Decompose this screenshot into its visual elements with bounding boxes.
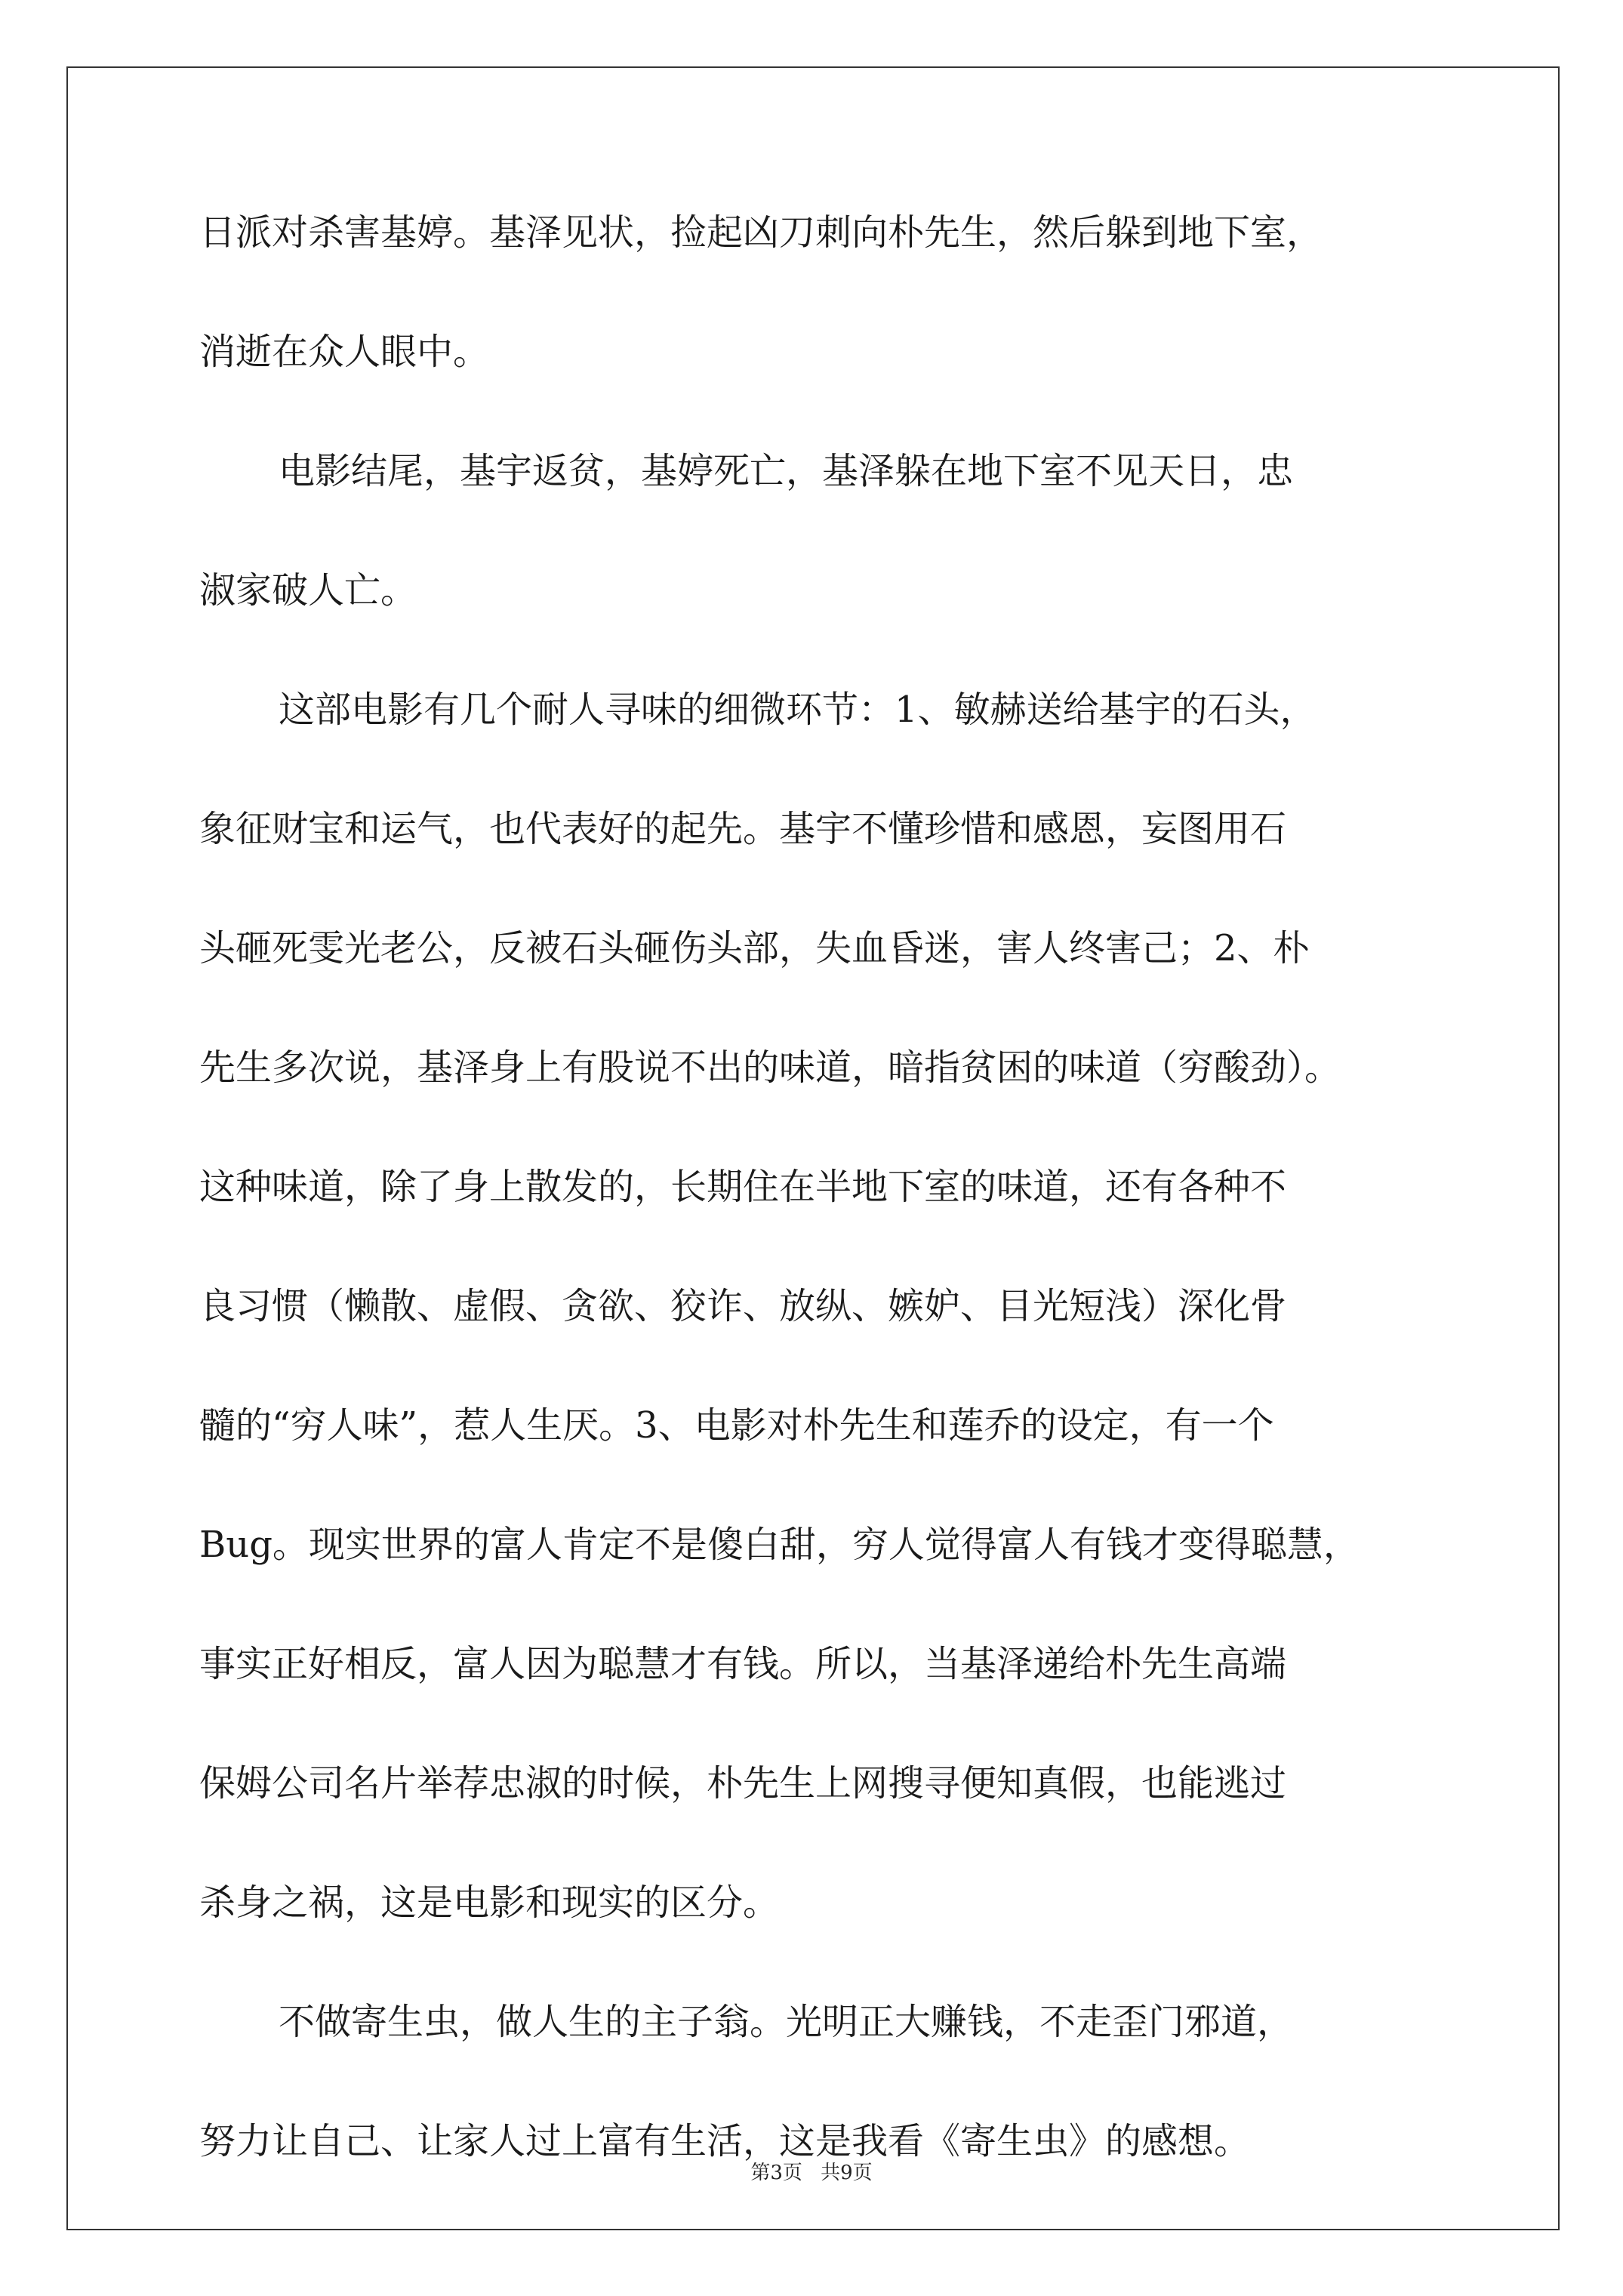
text-line-12: Bug。现实世界的富人肯定不是傻白甜，穷人觉得富人有钱才变得聪慧， xyxy=(199,1524,1360,1566)
text-line-7: 头砸死雯光老公，反被石头砸伤头部，失血昏迷，害人终害己；2、朴 xyxy=(199,927,1310,969)
text-line-11: 髓的“穷人味”，惹人生厌。3、电影对朴先生和莲乔的设定，有一个 xyxy=(199,1404,1274,1447)
text-line-6: 象征财宝和运气，也代表好的起先。基宇不懂珍惜和感恩，妄图用石 xyxy=(199,808,1287,850)
text-line-15: 杀身之祸，这是电影和现实的区分。 xyxy=(199,1881,780,1924)
text-line-8: 先生多次说，基泽身上有股说不出的味道，暗指贫困的味道（穷酸劲）。 xyxy=(199,1046,1341,1089)
page-number: 第3页 xyxy=(750,2162,802,2184)
text-line-17: 努力让自己、让家人过上富有生活，这是我看《寄生虫》的感想。 xyxy=(199,2120,1251,2162)
text-line-1: 日派对杀害基婷。基泽见状，捡起凶刀刺向朴先生，然后躲到地下室， xyxy=(199,211,1323,254)
text-line-2: 消逝在众人眼中。 xyxy=(199,331,490,373)
text-line-5: 这部电影有几个耐人寻味的细微环节：1、敏赫送给基宇的石头， xyxy=(279,689,1317,731)
text-line-13: 事实正好相反，富人因为聪慧才有钱。所以，当基泽递给朴先生高端 xyxy=(199,1643,1287,1685)
document-body xyxy=(199,208,1445,2236)
page-footer xyxy=(0,2159,1623,2187)
text-line-14: 保姆公司名片举荐忠淑的时候，朴先生上网搜寻便知真假，也能逃过 xyxy=(199,1762,1287,1804)
text-line-16: 不做寄生虫，做人生的主子翁。光明正大赚钱，不走歪门邪道， xyxy=(279,2001,1294,2043)
text-line-3: 电影结尾，基宇返贫，基婷死亡，基泽躲在地下室不见天日，忠 xyxy=(279,450,1294,492)
text-line-10: 良习惯（懒散、虚假、贪欲、狡诈、放纵、嫉妒、目光短浅）深化骨 xyxy=(199,1285,1287,1327)
text-line-9: 这种味道，除了身上散发的，长期住在半地下室的味道，还有各种不 xyxy=(199,1166,1287,1208)
text-line-4: 淑家破人亡。 xyxy=(199,569,417,612)
page-total: 共9页 xyxy=(821,2162,873,2184)
